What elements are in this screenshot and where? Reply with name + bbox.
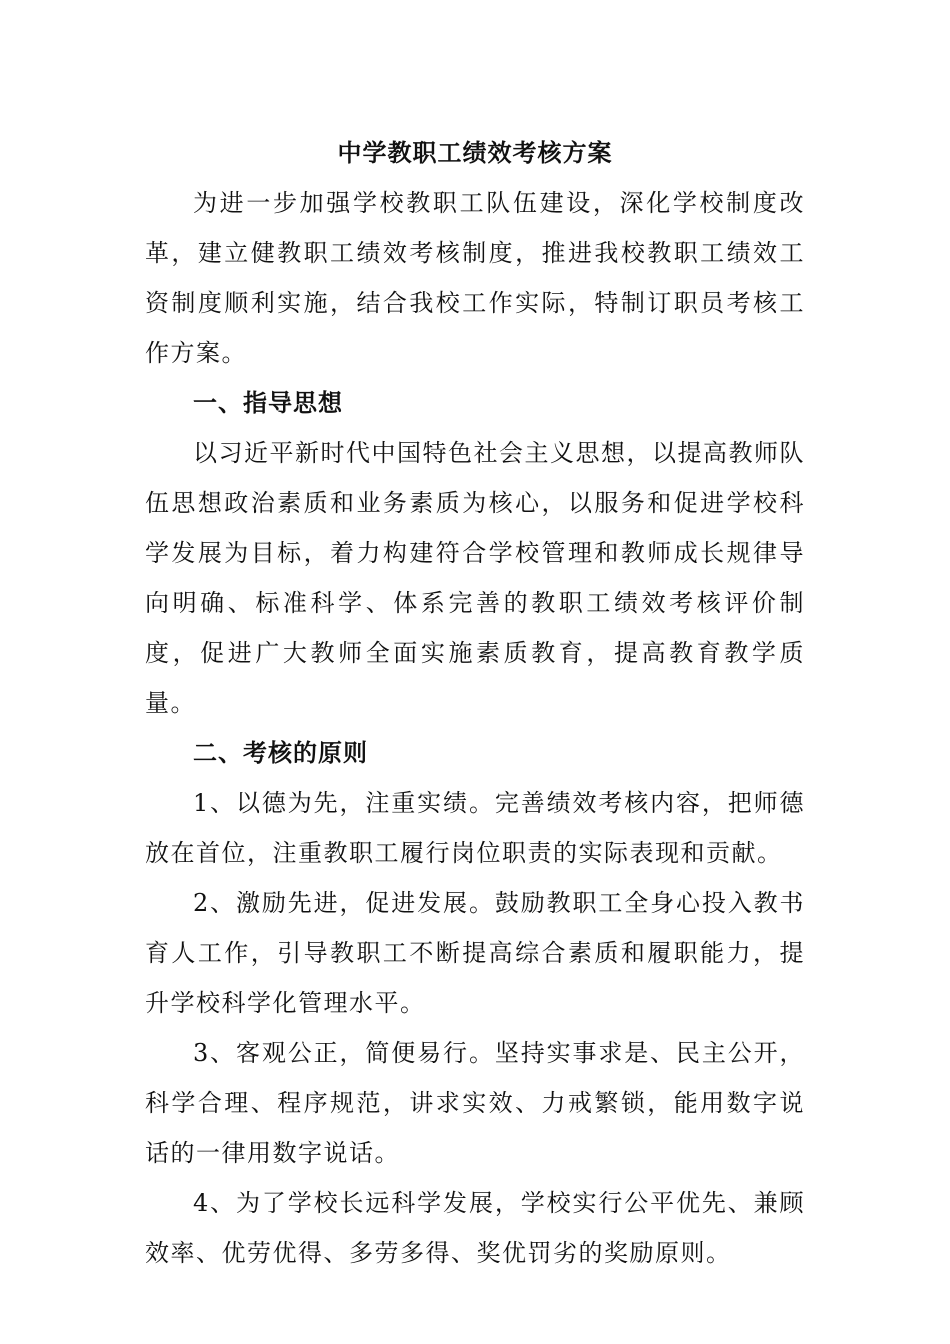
principle-item-1: 1、以德为先，注重实绩。完善绩效考核内容，把师德放在首位，注重教职工履行岗位职责的实际表现和贡献。 [145, 789, 805, 867]
document-title: 中学教职工绩效考核方案 [337, 138, 613, 167]
principle-item-3: 3、客观公正，简便易行。坚持实事求是、民主公开，科学合理、程序规范，讲求实效、力戒繁锁，能用数字说话的一律用数字说话。 [145, 1039, 805, 1167]
section-heading-principles: 二、考核的原则 [193, 738, 368, 767]
document-body [145, 128, 805, 1278]
principle-item-2: 2、激励先进，促进发展。鼓励教职工全身心投入教书育人工作，引导教职工不断提高综合素质和履职能力，提升学校科学化管理水平。 [145, 889, 805, 1017]
principle-item-4: 4、为了学校长远科学发展，学校实行公平优先、兼顾效率、优劳优得、多劳多得、奖优罚劣的奖励原则。 [145, 1189, 805, 1267]
section-heading-guiding-thought: 一、指导思想 [193, 388, 343, 417]
intro-paragraph: 为进一步加强学校教职工队伍建设，深化学校制度改革，建立健教职工绩效考核制度，推进我校教职工绩效工资制度顺利实施，结合我校工作实际，特制订职员考核工作方案。 [145, 189, 805, 367]
guiding-thought-paragraph: 以习近平新时代中国特色社会主义思想，以提高教师队伍思想政治素质和业务素质为核心，以服务和促进学校科学发展为目标，着力构建符合学校管理和教师成长规律导向明确、标准科学、体系完善的教职工绩效考核评价制度，促进广大教师全面实施素质教育，提高教育教学质量。 [145, 439, 805, 717]
